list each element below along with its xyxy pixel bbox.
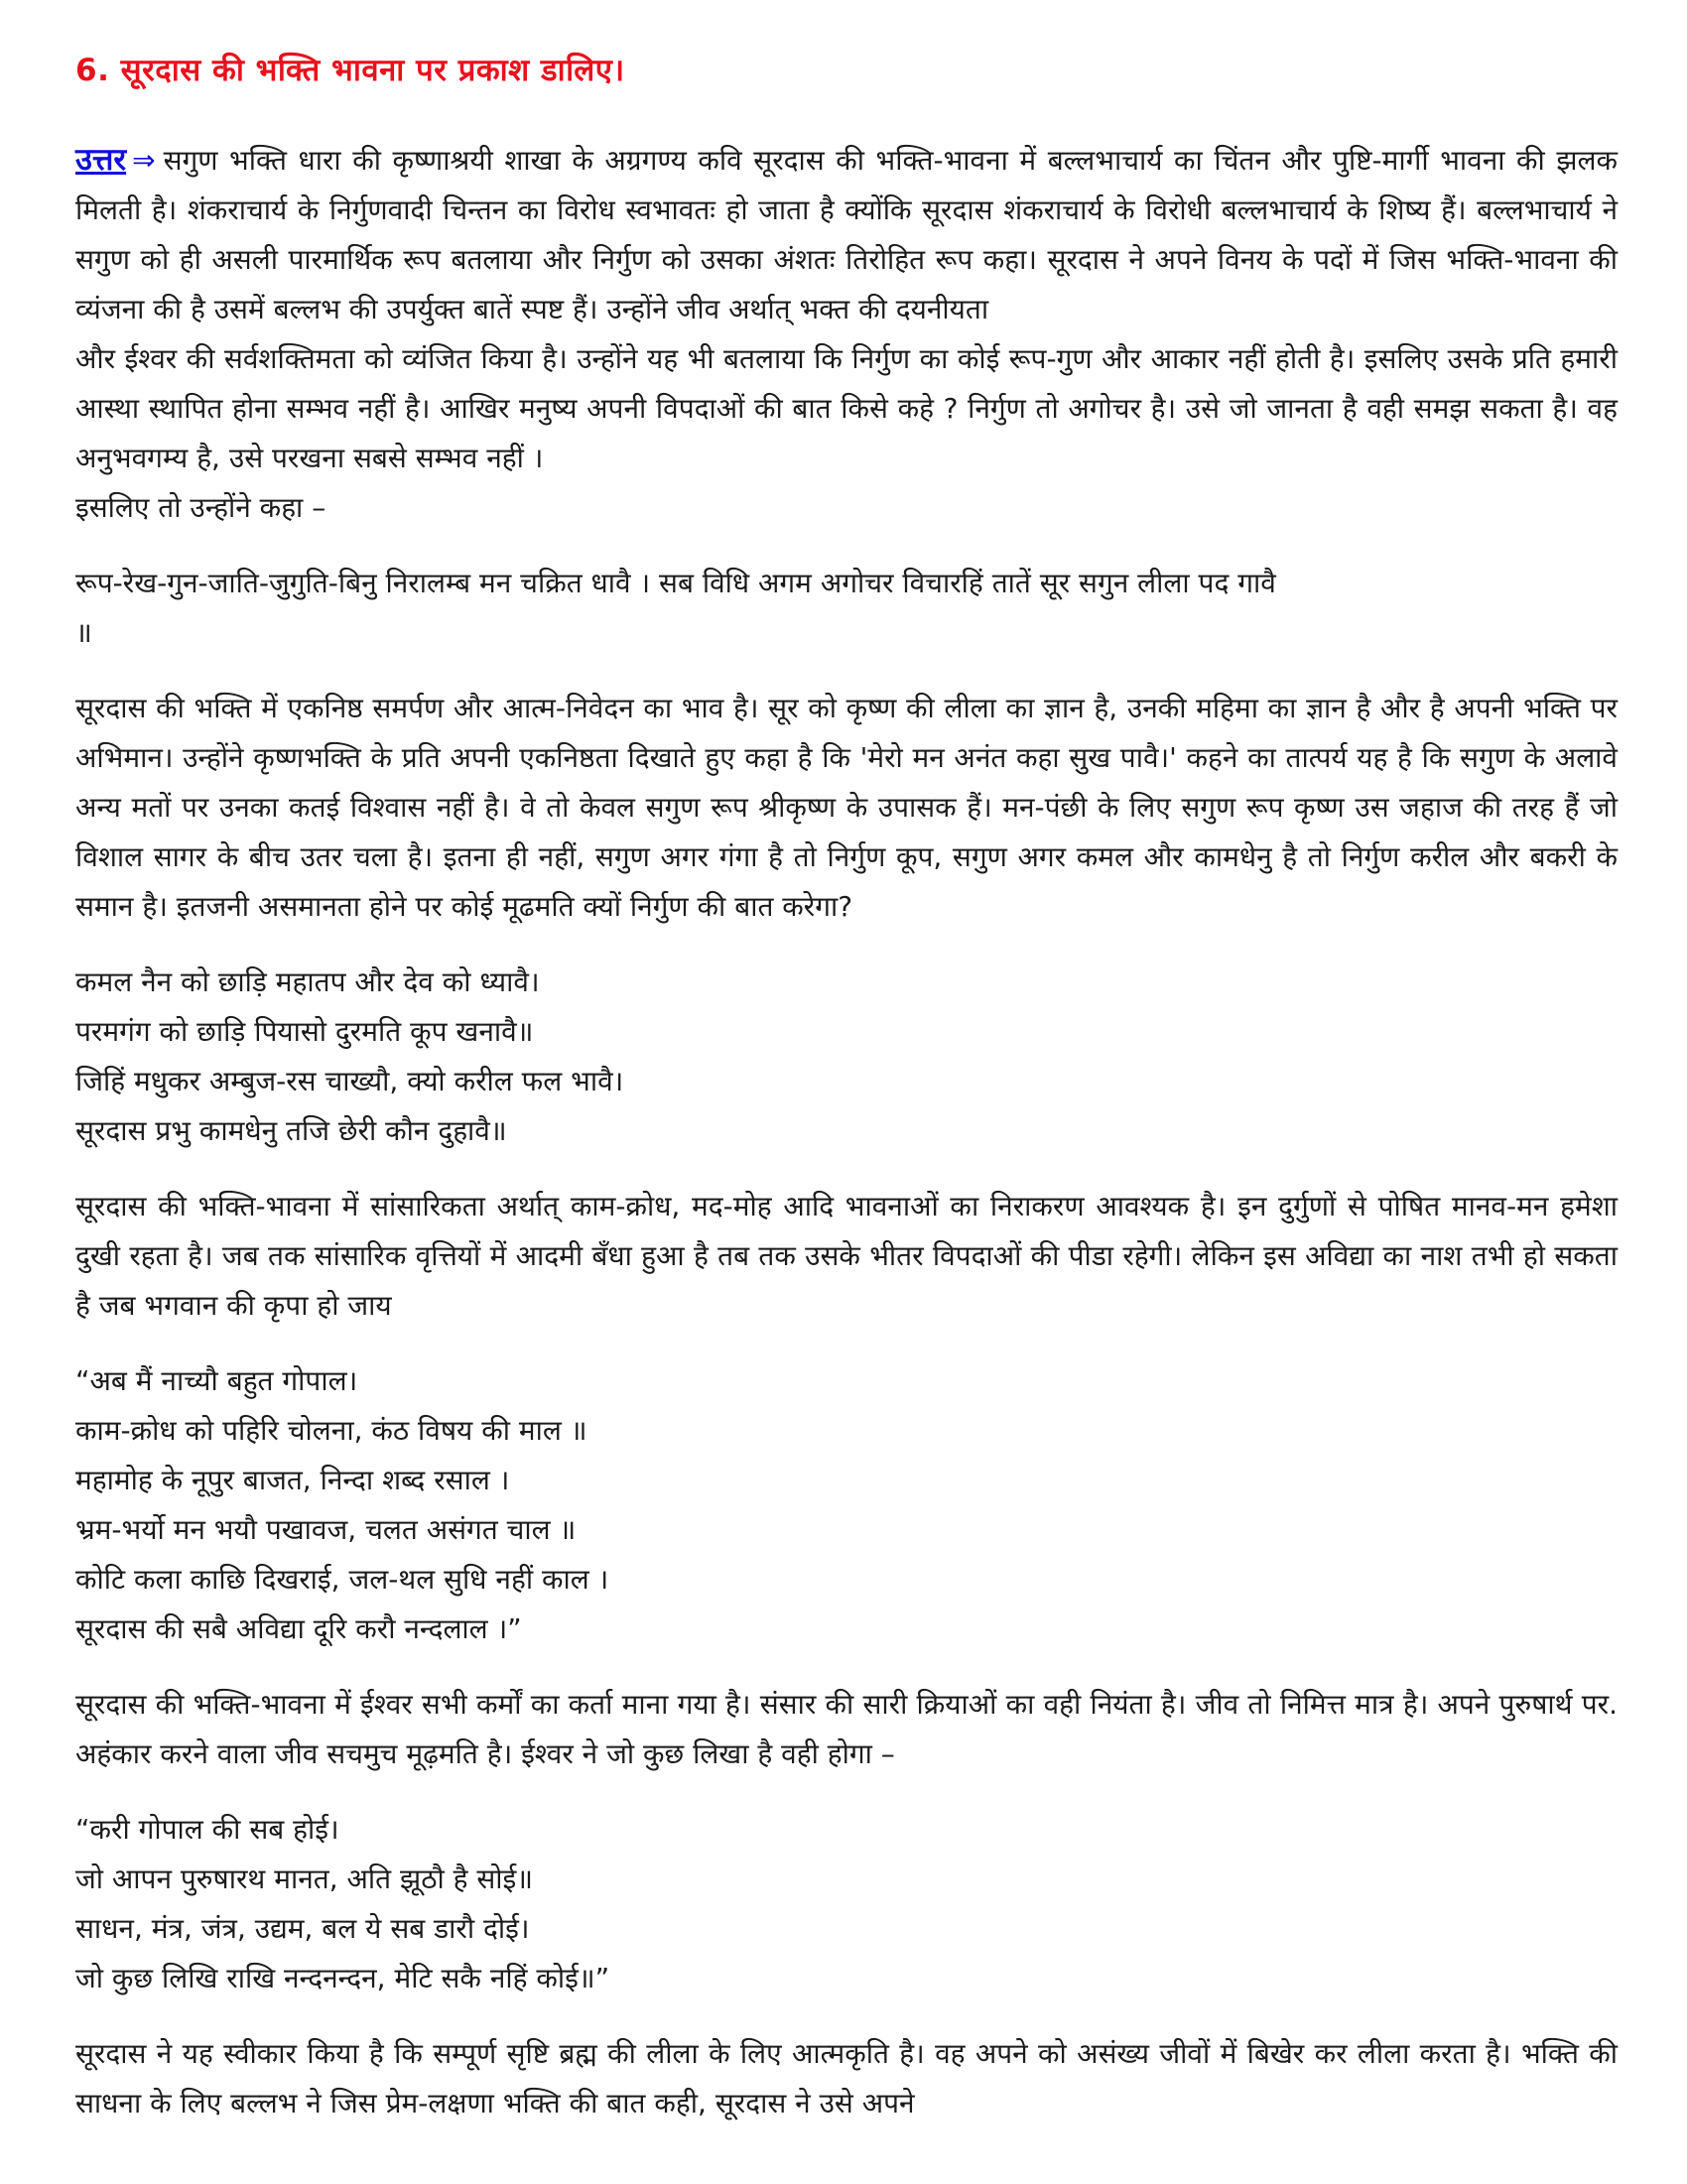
verse-line: साधन, मंत्र, जंत्र, उद्यम, बल ये सब डारौ दोई।: [75, 1912, 530, 1945]
answer-paragraph-4: सूरदास की भक्ति-भावना में ईश्वर सभी कर्मों का कर्ता माना गया है। संसार की सारी क्रियाओं का वही नियंता है। जीव तो निमित्त मात्र है। अपने पुरुषार्थ पर. अहंकार करने वाला जीव सचमुच मूढ़मति है। ईश्वर ने जो कुछ लिखा है वही होगा –: [75, 1688, 1618, 1770]
verse-line: रूप-रेख-गुन-जाति-जुगुति-बिनु निरालम्ब मन चक्रित धावै । सब विधि अगम अगोचर विचारहिं तातें सूर सगुन लीला पद गावै: [75, 567, 1276, 599]
paragraph-1-text-c: इसलिए तो उन्होंने कहा –: [75, 491, 326, 524]
verse-line: भ्रम-भर्यो मन भयौ पखावज, चलत असंगत चाल ॥: [75, 1513, 577, 1546]
paragraph-1-text-b: और ईश्वर की सर्वशक्तिमता को व्यंजित किया है। उन्होंने यह भी बतलाया कि निर्गुण का कोई रूप-गुण और आकार नहीं होती है। इसलिए उसके प्रति हमारी आस्था स्थापित होना सम्भव नहीं है। आखिर मनुष्य अपनी विपदाओं की बात किसे कहे ? निर्गुण तो अगोचर है। उसे जो जानता है वही समझ सकता है। वह अनुभवगम्य है, उसे परखना सबसे सम्भव नहीं ।: [75, 342, 1618, 474]
answer-paragraph-5: सूरदास ने यह स्वीकार किया है कि सम्पूर्ण सृष्टि ब्रह्म की लीला के लिए आत्मकृति है। वह अपने को असंख्य जीवों में बिखेर कर लीला करता है। भक्ति की साधना के लिए बल्लभ ने जिस प्रेम-लक्षणा भक्ति की बात कही, सूरदास ने उसे अपने: [75, 2037, 1618, 2120]
verse-line: कमल नैन को छाड़ि महातप और देव को ध्यावै।: [75, 965, 540, 998]
verse-line: काम-क्रोध को पहिरि चोलना, कंठ विषय की माल ॥: [75, 1414, 587, 1447]
answer-label: उत्तर: [75, 142, 127, 178]
verse-line: “करी गोपाल की सब होई।: [75, 1813, 339, 1846]
paragraph-1-text-a: सगुण भक्ति धारा की कृष्णाश्रयी शाखा के अग्रगण्य कवि सूरदास की भक्ति-भावना में बल्लभाचार्य का चिंतन और पुष्टि-मार्गी भावना की झलक मिलती है। शंकराचार्य के निर्गुणवादी चिन्तन का विरोध स्वभावतः हो जाता है क्योंकि सूरदास शंकराचार्य के विरोधी बल्लभाचार्य के शिष्य हैं। बल्लभाचार्य ने सगुण को ही असली पारमार्थिक रूप बतलाया और निर्गुण को उसका अंशतः तिरोहित रूप कहा। सूरदास ने अपने विनय के पदों में जिस भक्ति-भावना की व्यंजना की है उसमें बल्लभ की उपर्युक्त बातें स्पष्ट हैं। उन्होंने जीव अर्थात् भक्त की दयनीयता: [75, 144, 1618, 325]
verse-line: जो आपन पुरुषारथ मानत, अति झूठौ है सोई॥: [75, 1863, 534, 1895]
verse-line: महामोह के नूपुर बाजत, निन्दा शब्द रसाल ।: [75, 1464, 510, 1496]
verse-quote-1: [75, 559, 1618, 658]
verse-line: कोटि कला काछि दिखराई, जल-थल सुधि नहीं काल ।: [75, 1563, 609, 1596]
verse-line: सूरदास की सबै अविद्या दूरि करौ नन्दलाल ।”: [75, 1612, 522, 1645]
verse-line: ॥: [75, 616, 92, 649]
question-heading: 6. सूरदास की भक्ति भावना पर प्रकाश डालिए।: [75, 53, 625, 88]
verse-line: “अब मैं नाच्यौ बहुत गोपाल।: [75, 1364, 358, 1397]
verse-quote-3: [75, 1356, 1618, 1654]
verse-line: सूरदास प्रभु कामधेनु तजि छेरी कौन दुहावै॥: [75, 1114, 507, 1147]
verse-quote-4: [75, 1805, 1618, 2003]
verse-line: परमगंग को छाड़ि पियासो दुरमति कूप खनावै॥: [75, 1015, 534, 1048]
verse-quote-2: [75, 958, 1618, 1156]
answer-arrow-icon: ⇒: [132, 144, 156, 177]
verse-line: जो कुछ लिखि राखि नन्दनन्दन, मेटि सकै नहिं कोई॥”: [75, 1962, 610, 1994]
answer-paragraph-1: [75, 135, 1618, 533]
answer-paragraph-3: सूरदास की भक्ति-भावना में सांसारिकता अर्थात् काम-क्रोध, मद-मोह आदि भावनाओं का निराकरण आवश्यक है। इन दुर्गुणों से पोषित मानव-मन हमेशा दुखी रहता है। जब तक सांसारिक वृत्तियों में आदमी बँधा हुआ है तब तक उसके भीतर विपदाओं की पीडा रहेगी। लेकिन इस अविद्या का नाश तभी हो सकता है जब भगवान की कृपा हो जाय: [75, 1190, 1618, 1322]
answer-paragraph-2: सूरदास की भक्ति में एकनिष्ठ समर्पण और आत्म-निवेदन का भाव है। सूर को कृष्ण की लीला का ज्ञान है, उनकी महिमा का ज्ञान है और है अपनी भक्ति पर अभिमान। उन्होंने कृष्णभक्ति के प्रति अपनी एकनिष्ठता दिखाते हुए कहा है कि 'मेरो मन अनंत कहा सुख पावै।' कहने का तात्पर्य यह है कि सगुण के अलावे अन्य मतों पर उनका कतई विश्वास नहीं है। वे तो केवल सगुण रूप श्रीकृष्ण के उपासक हैं। मन-पंछी के लिए सगुण रूप कृष्ण उस जहाज की तरह हैं जो विशाल सागर के बीच उतर चला है। इतना ही नहीं, सगुण अगर गंगा है तो निर्गुण कूप, सगुण अगर कमल और कामधेनु है तो निर्गुण करील और बकरी के समान है। इतजनी असमानता होने पर कोई मूढमति क्यों निर्गुण की बात करेगा?: [75, 692, 1618, 923]
verse-line: जिहिं मधुकर अम्बुज-रस चाख्यौ, क्यो करील फल भावै।: [75, 1065, 624, 1097]
